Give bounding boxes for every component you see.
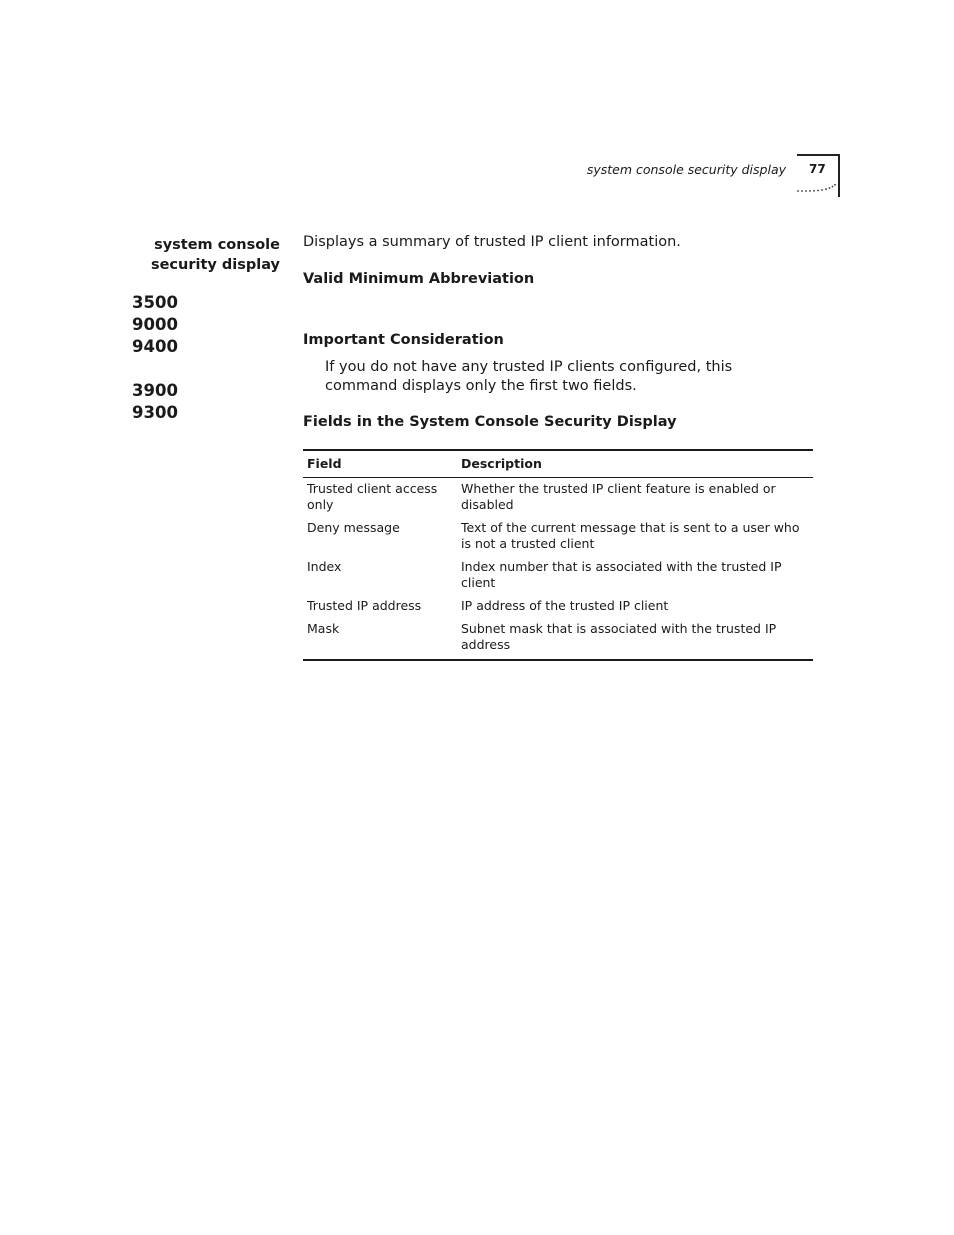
table-row xyxy=(303,595,813,618)
field-cell: Trusted IP address xyxy=(307,598,422,613)
table-header-row xyxy=(303,450,813,478)
column-header-field: Field xyxy=(303,450,457,478)
field-cell: Mask xyxy=(307,621,340,636)
platform-number: 3500 xyxy=(132,293,178,312)
intro-paragraph: Displays a summary of trusted IP client information. xyxy=(303,234,681,250)
platform-list-group1 xyxy=(132,292,178,358)
fields-table xyxy=(303,449,813,661)
platform-number: 9000 xyxy=(132,315,178,334)
field-cell: Index xyxy=(307,559,342,574)
description-cell: IP address of the trusted IP client xyxy=(461,598,669,613)
field-cell: Deny message xyxy=(307,520,400,535)
description-cell: Text of the current message that is sent to a user who is not a trusted client xyxy=(461,520,800,551)
header-rule-vertical xyxy=(838,154,840,197)
consideration-paragraph: If you do not have any trusted IP clients configured, this command displays only the first two fields. xyxy=(325,359,733,394)
description-cell: Whether the trusted IP client feature is enabled or disabled xyxy=(461,481,776,512)
platform-number: 9300 xyxy=(132,403,178,422)
table-row xyxy=(303,618,813,660)
heading-fields-table: Fields in the System Console Security Display xyxy=(303,414,677,430)
description-cell: Subnet mask that is associated with the trusted IP address xyxy=(461,621,777,652)
heading-important-consideration: Important Consideration xyxy=(303,332,504,348)
side-title-line2: security display xyxy=(150,257,280,273)
heading-valid-abbreviation: Valid Minimum Abbreviation xyxy=(303,271,535,287)
platform-list-group2 xyxy=(132,380,178,424)
table-row xyxy=(303,556,813,595)
field-cell: Trusted client access only xyxy=(307,481,438,512)
running-header-title: system console security display xyxy=(586,162,786,177)
header-dotted-arc xyxy=(796,183,838,193)
platform-number: 9400 xyxy=(132,337,178,356)
table-row xyxy=(303,478,813,518)
column-header-description: Description xyxy=(457,450,813,478)
page-number: 77 xyxy=(809,162,826,176)
header-rule-horizontal xyxy=(797,154,839,156)
description-cell: Index number that is associated with the trusted IP client xyxy=(461,559,782,590)
table-row xyxy=(303,517,813,556)
section-side-title xyxy=(151,235,280,275)
platform-number: 3900 xyxy=(132,381,178,400)
side-title-line1: system console xyxy=(154,237,280,253)
